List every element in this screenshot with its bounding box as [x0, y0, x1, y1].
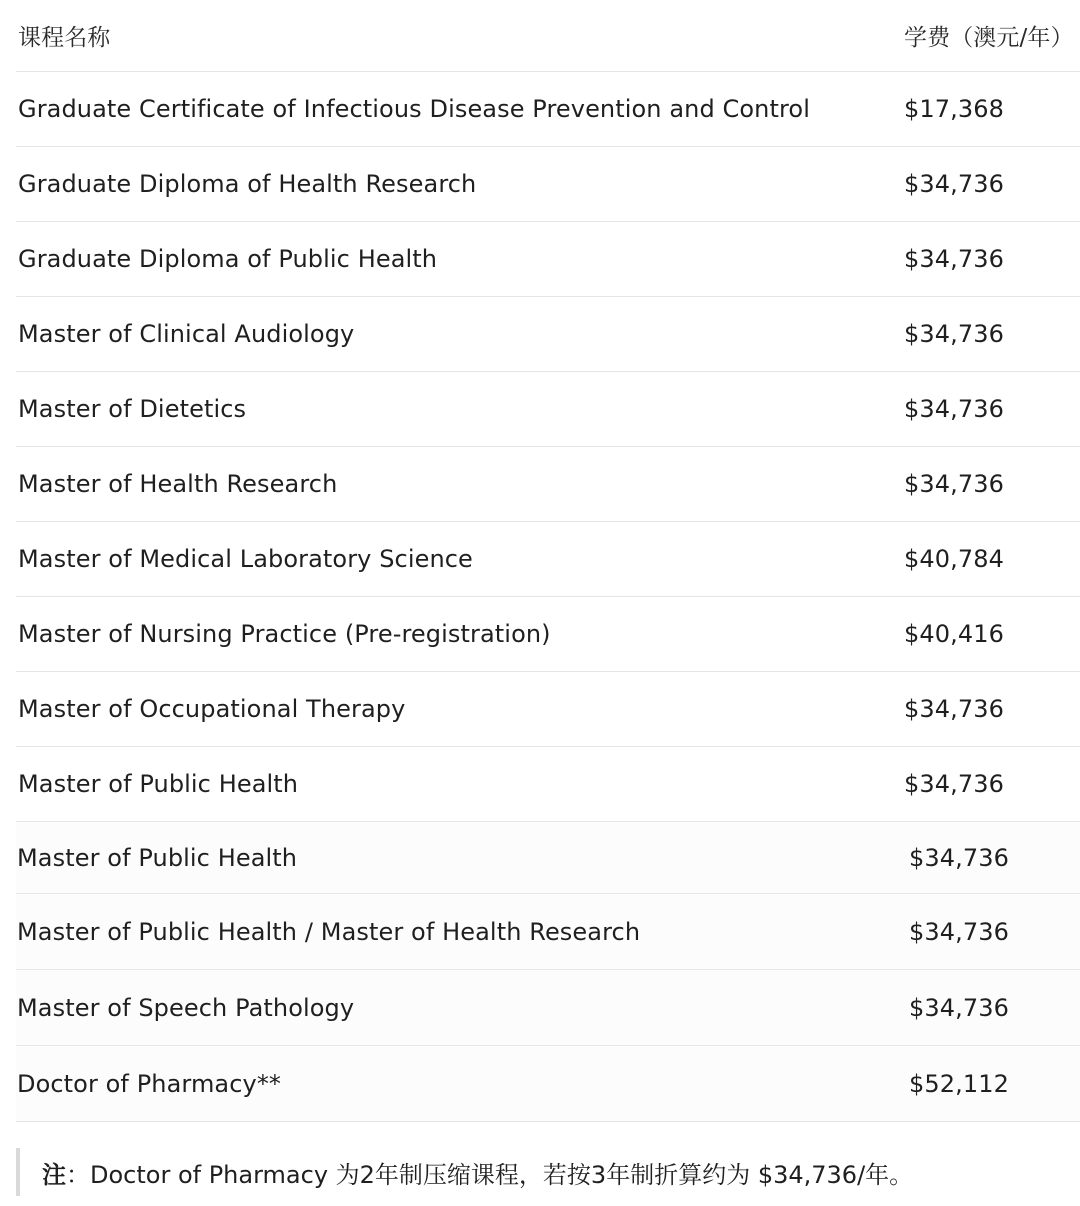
tuition-cell: $40,784 [904, 545, 1004, 573]
course-name-cell: Graduate Diploma of Health Research [18, 170, 477, 198]
footnote-label: 注 [42, 1160, 66, 1189]
tuition-cell: $34,736 [904, 470, 1004, 498]
tuition-cell: $40,416 [904, 620, 1004, 648]
tuition-cell: $34,736 [904, 170, 1004, 198]
footnote [16, 1148, 1076, 1196]
course-name-cell: Master of Occupational Therapy [18, 695, 406, 723]
table-row [16, 822, 1080, 894]
tuition-cell: $34,736 [904, 770, 1004, 798]
tuition-cell: $34,736 [909, 917, 1009, 946]
table-row [16, 894, 1080, 970]
course-name-cell: Master of Health Research [18, 470, 338, 498]
table-row [16, 147, 1080, 222]
course-name-cell: Master of Public Health [18, 770, 299, 798]
tuition-cell: $34,736 [904, 395, 1004, 423]
tuition-table [16, 0, 1080, 1122]
table-row [16, 72, 1080, 147]
table-row [16, 372, 1080, 447]
course-name-cell: Master of Clinical Audiology [18, 320, 355, 348]
course-name-cell: Graduate Diploma of Public Health [18, 245, 438, 273]
table-row [16, 297, 1080, 372]
table-row [16, 447, 1080, 522]
column-header-tuition: 学费（澳元/年） [904, 25, 1074, 51]
table-row [16, 1046, 1080, 1122]
tuition-cell: $34,736 [909, 843, 1009, 872]
tuition-cell: $34,736 [909, 993, 1009, 1022]
table-header-row [16, 0, 1080, 72]
course-name-cell: Doctor of Pharmacy** [17, 1069, 282, 1098]
tuition-cell: $52,112 [909, 1069, 1009, 1098]
course-name-cell: Master of Dietetics [18, 395, 247, 423]
course-name-cell: Master of Speech Pathology [17, 993, 355, 1022]
course-name-cell: Master of Medical Laboratory Science [18, 545, 473, 573]
tuition-cell: $34,736 [904, 695, 1004, 723]
column-header-course-name: 课程名称 [18, 25, 111, 51]
course-name-cell: Master of Public Health [17, 843, 298, 872]
table-row [16, 672, 1080, 747]
blockquote-bar [16, 1148, 20, 1196]
table-row [16, 597, 1080, 672]
course-name-cell: Master of Nursing Practice (Pre-registration) [18, 620, 551, 648]
course-name-cell: Graduate Certificate of Infectious Disease Prevention and Control [18, 95, 810, 123]
tuition-cell: $34,736 [904, 320, 1004, 348]
tuition-cell: $34,736 [904, 245, 1004, 273]
course-name-cell: Master of Public Health / Master of Health Research [17, 917, 641, 946]
table-row [16, 522, 1080, 597]
footnote-body: ：Doctor of Pharmacy 为2年制压缩课程，若按3年制折算约为 $34,736/年。 [66, 1160, 914, 1189]
table-row [16, 747, 1080, 822]
tuition-cell: $17,368 [904, 95, 1004, 123]
table-row [16, 970, 1080, 1046]
table-row [16, 222, 1080, 297]
footnote-text [42, 1155, 913, 1190]
